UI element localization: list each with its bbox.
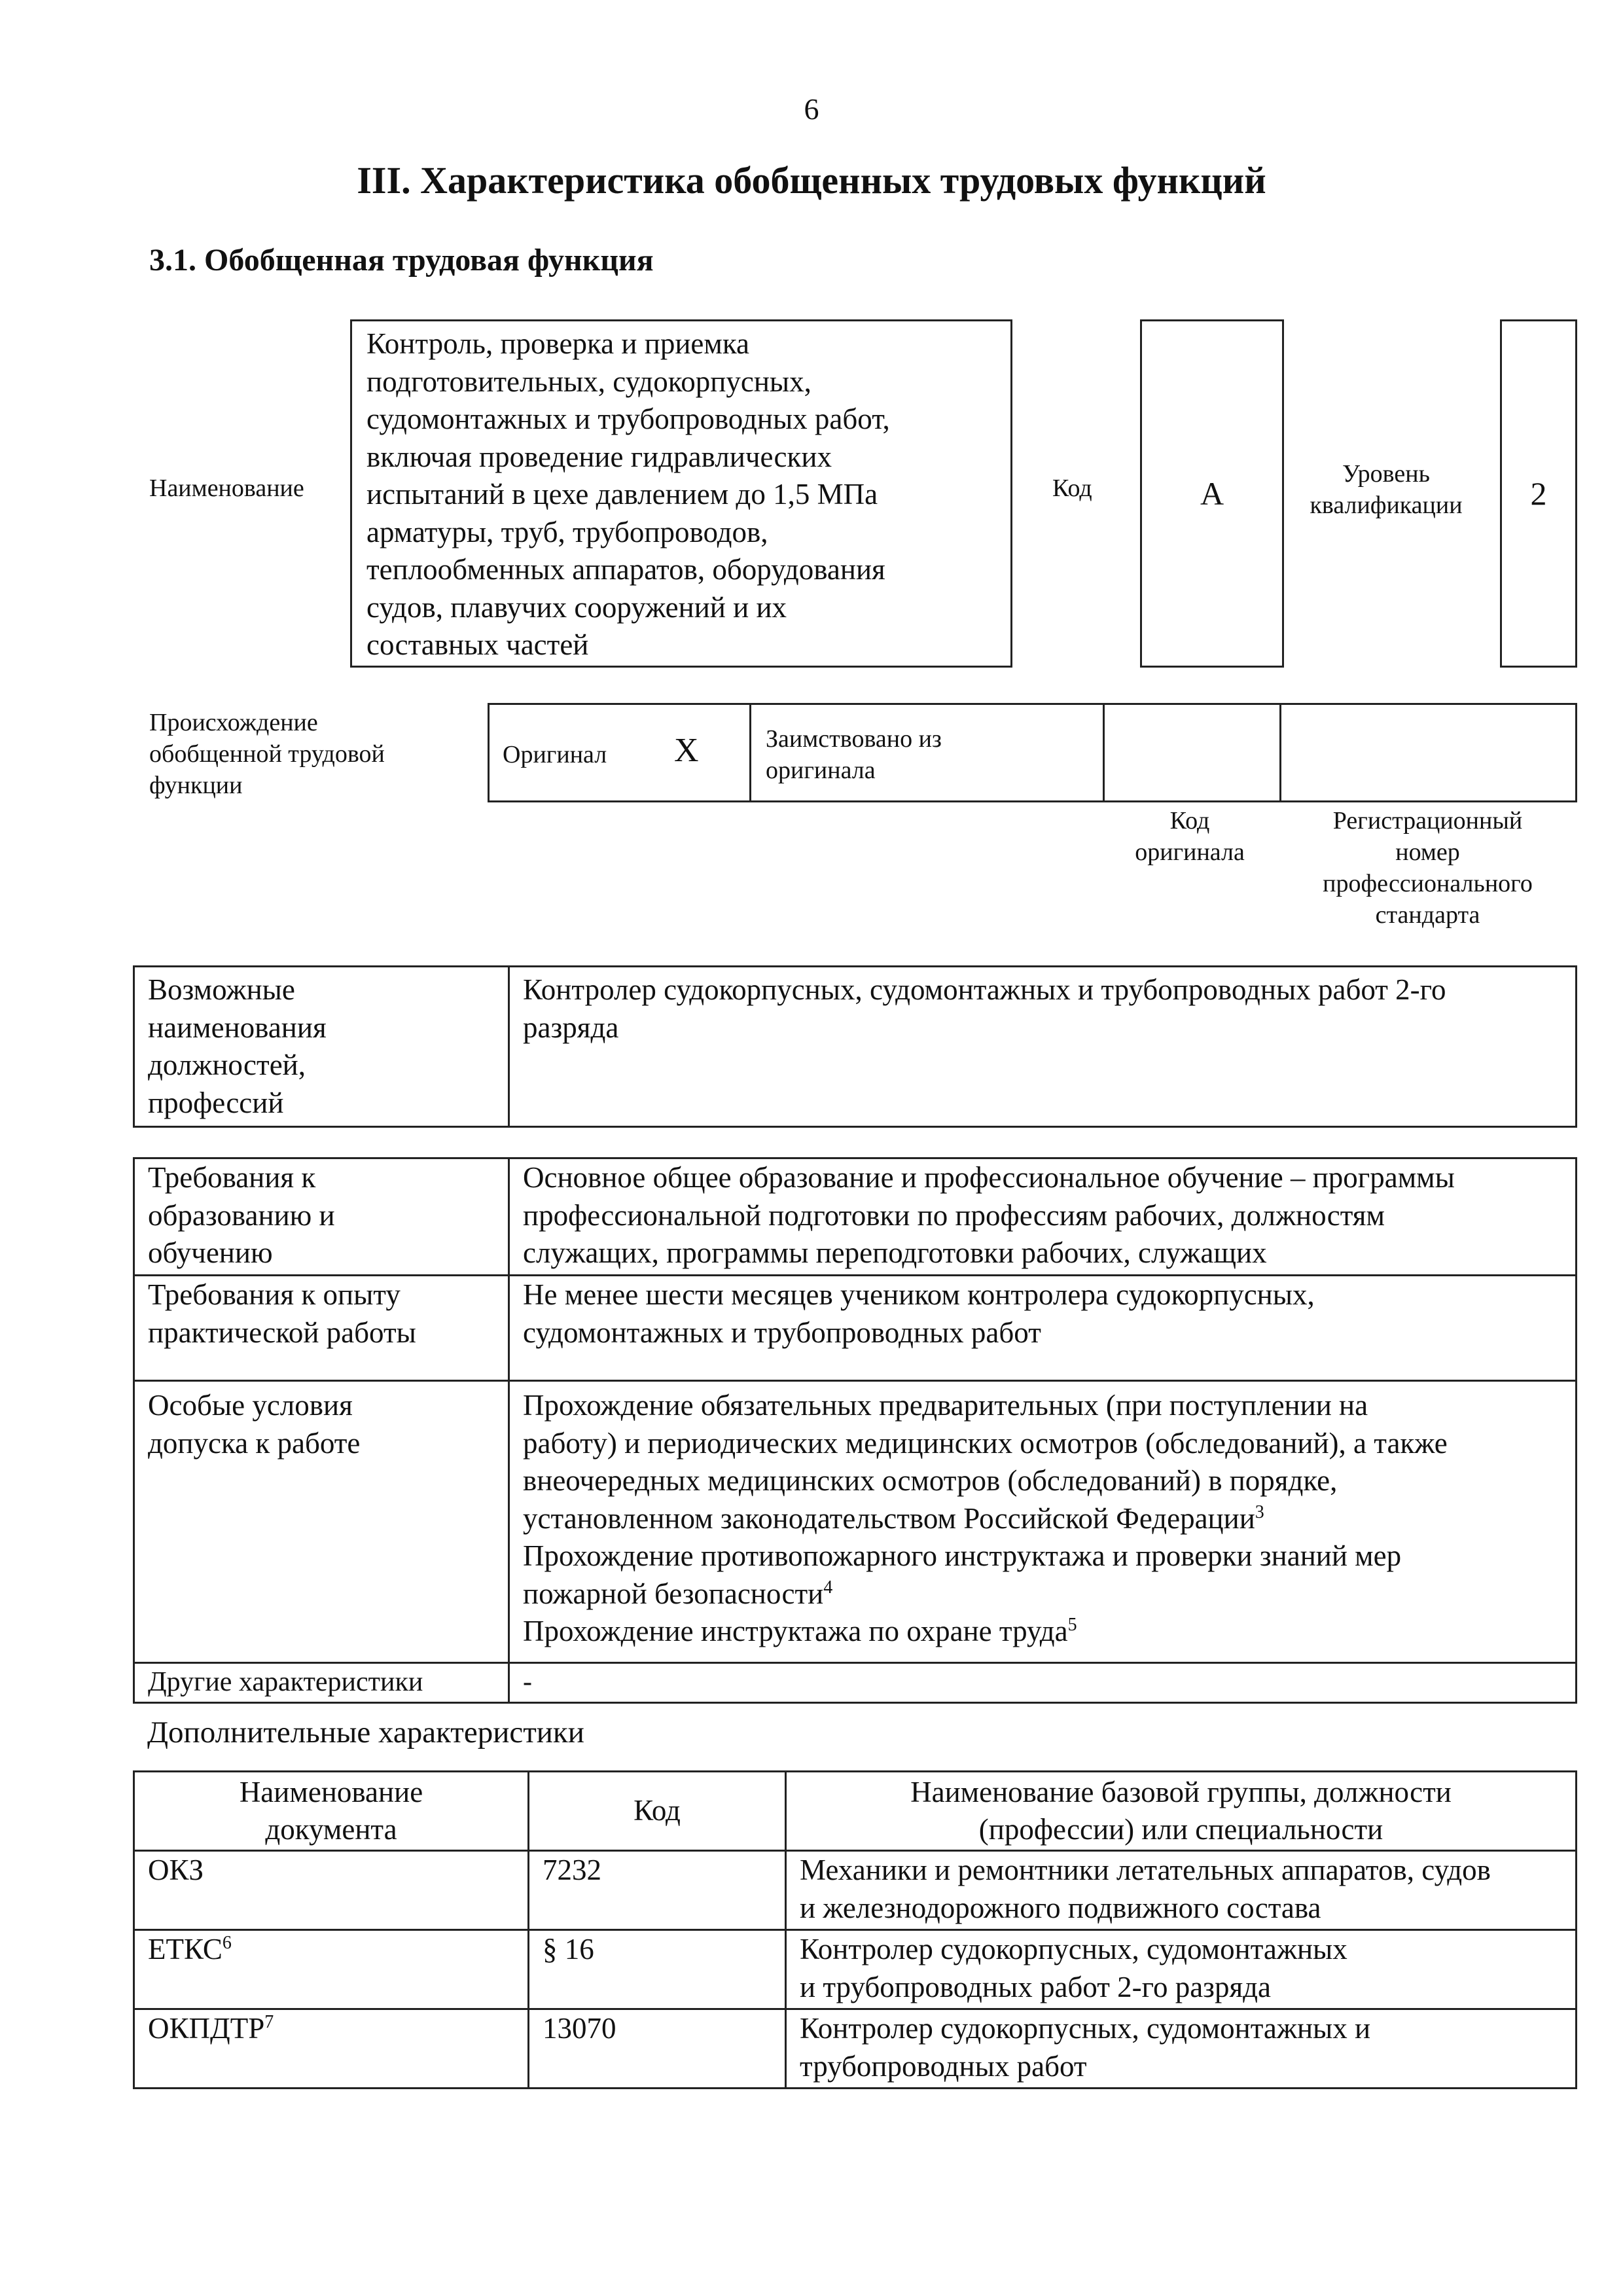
cell-text: установленном законодательством Российской Федерации [523,1501,1255,1535]
footnote-ref: 5 [1067,1615,1077,1635]
cell-line: Наименование [239,1775,423,1808]
row-doc [134,2009,529,2089]
function-name-line: составных частей [366,628,589,661]
code-value: А [1140,319,1284,668]
reg-number-caption [1278,805,1577,931]
function-name-box [350,319,1012,668]
origin-reg-cell [1281,705,1575,800]
cell-line: Контролер судокорпусных, судомонтажных и трубопроводных работ 2-го [523,973,1446,1006]
cell-text: пожарной безопасности [523,1577,824,1610]
table-row [134,1276,1577,1381]
function-name-line: подготовительных, судокорпусных, [366,365,812,398]
level-label [1288,458,1484,521]
origin-label-line: Происхождение [149,709,318,736]
row-code: 13070 [529,2009,786,2089]
origin-borrowed-cell [751,705,1105,800]
original-mark: Х [674,732,699,769]
cell-line: должностей, [148,1049,306,1081]
cell-text: ОКПДТР [148,2012,265,2045]
section-title: III. Характеристика обобщенных трудовых функций [357,159,1266,202]
table-header-row [134,1772,1577,1851]
borrowed-label [766,723,942,786]
row-name [786,1851,1577,1930]
cell-line: Контролер судокорпусных, судомонтажных [800,1933,1347,1965]
cell-line [523,1613,1562,1651]
row-name [786,1930,1577,2009]
cell-line: допуска к работе [148,1426,361,1460]
positions-table [133,965,1577,1128]
cell-line [523,1500,1562,1538]
original-label: Оригинал [503,741,607,768]
row-code: 7232 [529,1851,786,1930]
cell-text: Прохождение инструктажа по охране труда [523,1615,1068,1647]
caption-line: стандарта [1375,901,1480,929]
cell-line: разряда [523,1011,619,1044]
table-row [134,1930,1577,2009]
function-name-line: судов, плавучих сооружений и их [366,590,787,624]
cell-text: ОКЗ [148,1854,204,1886]
page-number: 6 [804,92,819,126]
other-label: Другие характеристики [134,1663,509,1703]
level-label-line: квалификации [1310,492,1463,519]
special-value [509,1381,1577,1663]
cell-line: трубопроводных работ [800,2049,1087,2083]
origin-code-cell [1105,705,1281,800]
caption-line: номер [1395,838,1460,866]
cell-line: профессий [148,1086,284,1119]
cell-line: Наименование базовой группы, должности [910,1775,1452,1808]
table-row [134,1158,1577,1276]
table-row [134,1663,1577,1703]
caption-line: Код [1169,807,1210,834]
function-name-line: Контроль, проверка и приемка [366,327,749,360]
table-row [134,1381,1577,1663]
caption-line: профессионального [1323,870,1533,897]
cell-line: работу) и периодических медицинских осмотров (обследований), а также [523,1426,1448,1460]
cell-line: внеочередных медицинских осмотров (обследований) в порядке, [523,1464,1338,1497]
header-base [786,1772,1577,1851]
additional-table [133,1770,1577,2089]
cell-line: Прохождение противопожарного инструктажа и проверки знаний мер [523,1539,1402,1572]
other-value: - [509,1663,1577,1703]
cell-line: профессиональной подготовки по профессиям рабочих, должностям [523,1198,1385,1232]
cell-line: служащих, программы переподготовки рабочих, служащих [523,1236,1267,1269]
education-value [509,1158,1577,1276]
header-doc [134,1772,529,1851]
function-name-line: судомонтажных и трубопроводных работ, [366,403,890,435]
education-label [134,1158,509,1276]
cell-line: Прохождение обязательных предварительных (при поступлении на [523,1389,1368,1422]
cell-line: документа [265,1813,397,1846]
positions-value [509,967,1577,1127]
special-label [134,1381,509,1663]
cell-line: Особые условия [148,1389,353,1422]
code-label: Код [1052,475,1092,502]
cell-line: Основное общее образование и профессиональное обучение – программы [523,1161,1455,1194]
requirements-table [133,1157,1577,1704]
origin-table [488,703,1577,802]
cell-line: Механики и ремонтники летательных аппаратов, судов [800,1854,1491,1886]
footnote-ref: 4 [823,1577,833,1598]
experience-label [134,1276,509,1381]
footnote-ref: 6 [222,1933,232,1953]
cell-line: Контролер судокорпусных, судомонтажных и [800,2012,1371,2045]
level-value: 2 [1500,319,1577,668]
row-name [786,2009,1577,2089]
cell-line: наименования [148,1011,327,1044]
level-label-line: Уровень [1342,460,1430,488]
origin-label [149,707,385,801]
cell-line: и трубопроводных работ 2-го разряда [800,1970,1272,2003]
code-original-caption [1101,805,1278,868]
cell-line: Возможные [148,973,295,1006]
name-label: Наименование [149,475,304,502]
table-row [134,1851,1577,1930]
cell-line: (профессии) или специальности [978,1813,1383,1846]
function-name-line: включая проведение гидравлических [366,440,832,473]
row-doc [134,1851,529,1930]
borrowed-label-line: Заимствовано из [766,725,942,753]
origin-label-line: функции [149,772,243,799]
borrowed-label-line: оригинала [766,757,876,784]
cell-line: судомонтажных и трубопроводных работ [523,1316,1041,1349]
cell-line: образованию и [148,1198,335,1232]
function-name-line: арматуры, труб, трубопроводов, [366,515,768,548]
cell-line: Требования к [148,1161,316,1194]
cell-text: ЕТКС [148,1933,223,1965]
row-code: § 16 [529,1930,786,2009]
caption-line: Регистрационный [1332,807,1523,834]
function-name-line: теплообменных аппаратов, оборудования [366,553,885,586]
experience-value [509,1276,1577,1381]
origin-original-cell [490,705,751,800]
header-code: Код [529,1772,786,1851]
cell-line: Не менее шести месяцев учеником контролера судокорпусных, [523,1278,1315,1311]
cell-line: практической работы [148,1316,416,1349]
row-doc [134,1930,529,2009]
positions-label [134,967,509,1127]
origin-label-line: обобщенной трудовой [149,740,385,768]
footnote-ref: 3 [1255,1501,1264,1522]
cell-line: Требования к опыту [148,1278,401,1311]
cell-line [523,1575,1562,1613]
cell-line: и железнодорожного подвижного состава [800,1891,1321,1924]
footnote-ref: 7 [264,2012,274,2032]
table-row [134,967,1577,1127]
caption-line: оригинала [1135,838,1245,866]
function-name-line: испытаний в цехе давлением до 1,5 МПа [366,478,878,511]
cell-line: обучению [148,1236,273,1269]
table-row [134,2009,1577,2089]
additional-title: Дополнительные характеристики [147,1715,584,1749]
subsection-title: 3.1. Обобщенная трудовая функция [149,243,654,278]
